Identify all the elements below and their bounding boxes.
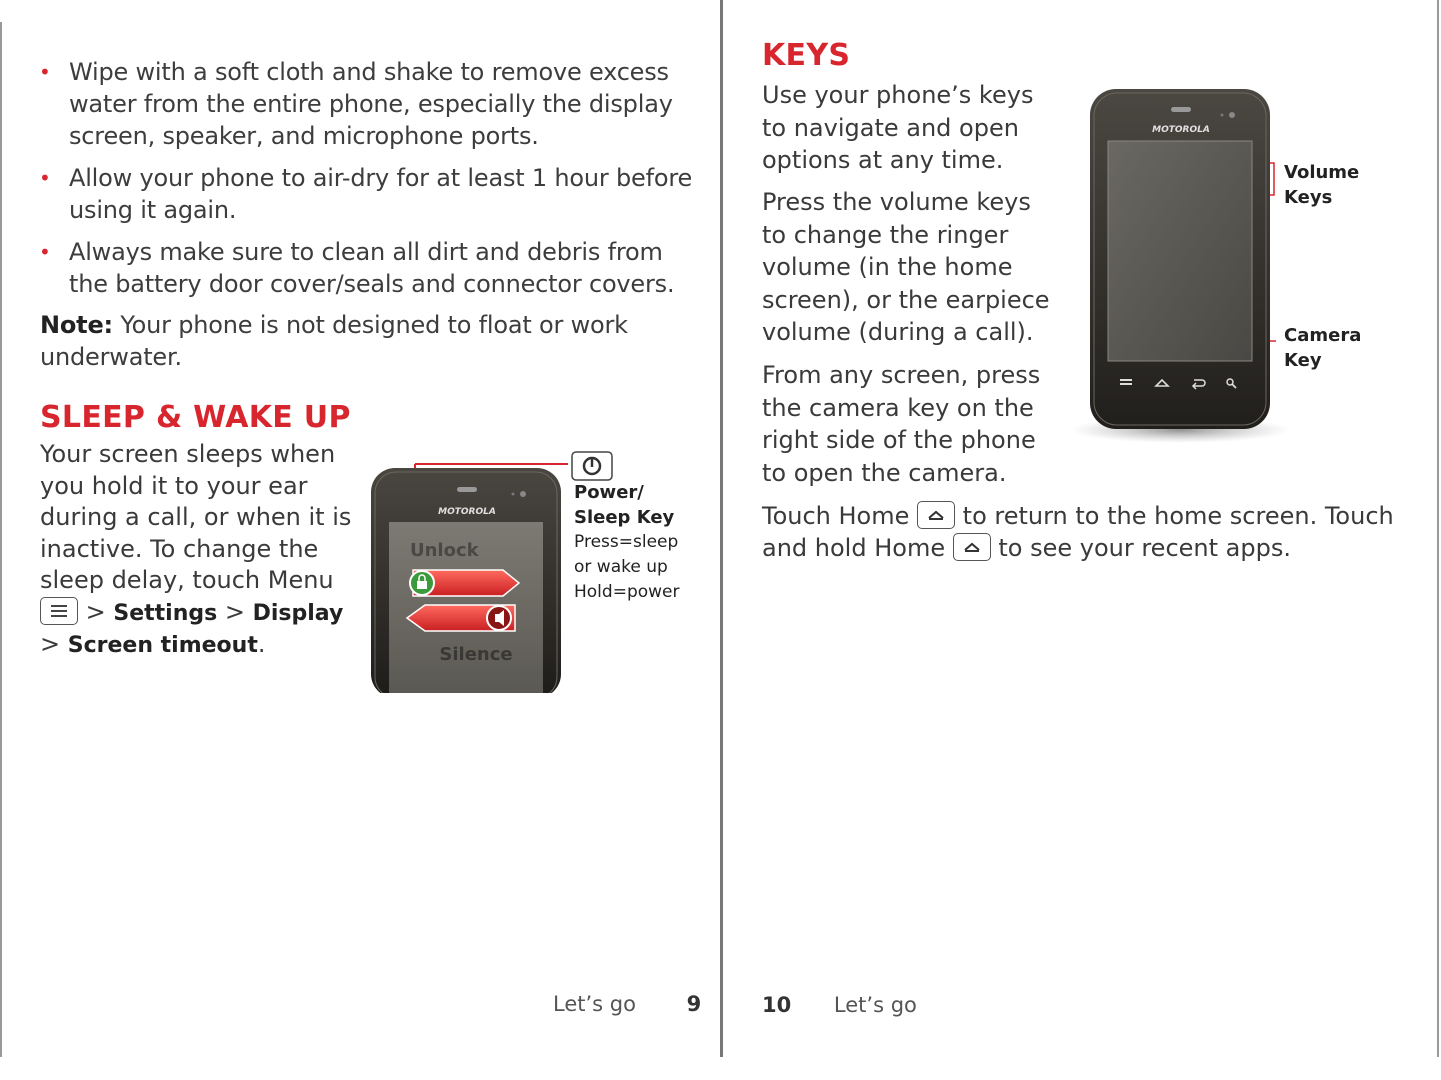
sleep-paragraph: Your screen sleeps when you hold it to your ear during a call, or when it is inactive. To change the sleep delay, touch Menu > Settings > Display > Screen timeout. — [40, 440, 352, 658]
page-edge-left — [0, 22, 2, 1057]
keys-heading: KEYS — [762, 38, 851, 73]
phone-brand-text: MOTOROLA — [438, 507, 496, 517]
right-page-footer — [762, 993, 917, 1017]
bottom-margin — [0, 1057, 1441, 1080]
home-key-icon — [917, 501, 955, 529]
screen-timeout-path: Screen timeout — [67, 633, 258, 658]
camera-key-callout: Camera Key — [1284, 325, 1362, 371]
note-paragraph — [40, 309, 680, 373]
page-number: 9 — [686, 992, 702, 1016]
page-number: 10 — [762, 993, 792, 1017]
touch-home-paragraph: Touch Home to return to the home screen. Touch and hold Home to see your recent apps. — [762, 502, 1394, 562]
list-item: • Always make sure to clean all dirt and debris from the battery door cover/seals and connector covers. — [39, 238, 675, 298]
page-edge-right — [1437, 0, 1439, 1057]
home-key-icon — [953, 533, 991, 561]
keys-paragraph-2: Press the volume keys to change the ringer volume (in the home screen), or the earpiece volume (during a call). — [762, 188, 1050, 346]
bullet-icon: • — [39, 240, 51, 264]
list-item: • Allow your phone to air-dry for at least 1 hour before using it again. — [39, 164, 693, 224]
list-item: • Wipe with a soft cloth and shake to remove excess water from the entire phone, especially the display screen, speaker, and microphone ports. — [39, 58, 673, 150]
silence-label: Silence — [439, 644, 513, 665]
bullet-icon: • — [39, 166, 51, 190]
note-text: Your phone is not designed to float or work underwater. — [40, 311, 628, 371]
display-path: Display — [252, 600, 344, 626]
menu-key-icon — [40, 597, 78, 625]
footer-section: Let’s go — [553, 992, 636, 1016]
power-key-callout: Power/ Sleep Key Press=sleep or wake up Hold=power — [574, 482, 680, 602]
footer-section: Let’s go — [833, 993, 917, 1017]
phone-brand-text: MOTOROLA — [1152, 125, 1210, 135]
keys-phone-illustration — [1070, 85, 1370, 450]
volume-keys-callout: Volume Keys — [1284, 162, 1360, 208]
keys-paragraph-3: From any screen, press the camera key on the right side of the phone to open the camera. — [762, 361, 1041, 487]
note-label: Note: — [40, 311, 113, 339]
unlock-label: Unlock — [410, 540, 479, 561]
left-page-footer — [553, 992, 701, 1016]
keys-paragraph-1: Use your phone’s keys to navigate and open options at any time. — [762, 81, 1034, 174]
sleep-heading: SLEEP & WAKE UP — [40, 400, 351, 435]
bullet-icon: • — [39, 60, 51, 84]
settings-path: Settings — [113, 600, 218, 626]
page-divider — [720, 0, 723, 1057]
care-bullet-list — [36, 56, 696, 310]
